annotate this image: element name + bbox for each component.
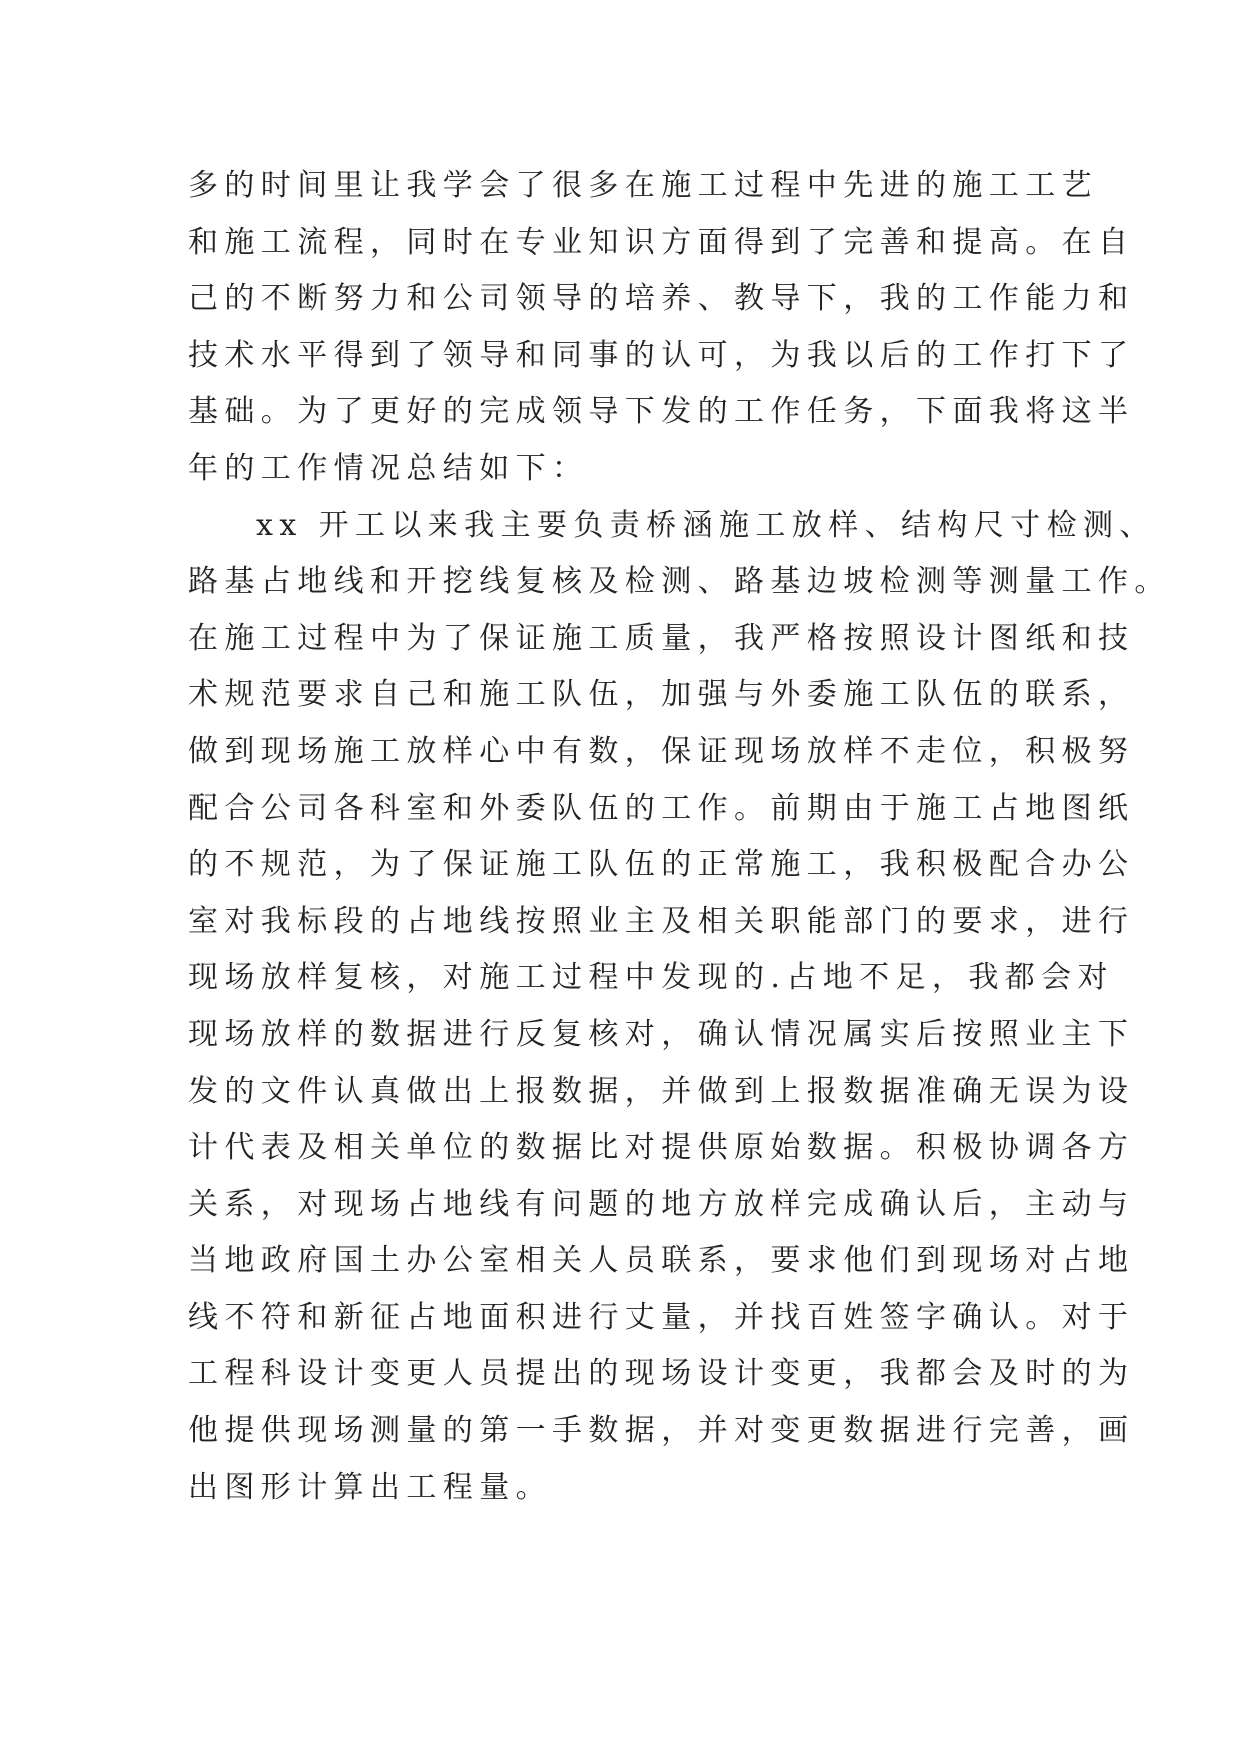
text-line: 线不符和新征占地面积进行丈量，并找百姓签字确认。对于 — [188, 1299, 1135, 1335]
text-line: 计代表及相关单位的数据比对提供原始数据。积极协调各方 — [188, 1130, 1135, 1166]
text-line: 多的时间里让我学会了很多在施工过程中先进的施工工艺 — [188, 168, 1098, 203]
text-line: 在施工过程中为了保证施工质量，我严格按照设计图纸和技 — [188, 620, 1135, 656]
text-line: 发的文件认真做出上报数据，并做到上报数据准确无误为设 — [188, 1073, 1135, 1109]
text-line: 的不规范，为了保证施工队伍的正常施工，我积极配合办公 — [188, 847, 1135, 883]
text-line: 己的不断努力和公司领导的培养、教导下，我的工作能力和 — [188, 281, 1135, 317]
paragraph-first-line: xx 开工以来我主要负责桥涵施工放样、结构尺寸检测、 — [256, 507, 1156, 543]
text-line: 现场放样复核，对施工过程中发现的.占地不足，我都会对 — [188, 960, 1114, 996]
text-line: 出图形计算出工程量。 — [188, 1469, 552, 1505]
text-line: 做到现场施工放样心中有数，保证现场放样不走位，积极努 — [188, 733, 1135, 769]
text-line: 术规范要求自己和施工队伍，加强与外委施工队伍的联系， — [188, 677, 1135, 713]
text-line: 配合公司各科室和外委队伍的工作。前期由于施工占地图纸 — [188, 790, 1135, 826]
text-line: 当地政府国土办公室相关人员联系，要求他们到现场对占地 — [188, 1243, 1135, 1279]
text-line: 和施工流程，同时在专业知识方面得到了完善和提高。在自 — [188, 224, 1135, 260]
text-line: 他提供现场测量的第一手数据，并对变更数据进行完善，画 — [188, 1413, 1135, 1449]
text-line: 路基占地线和开挖线复核及检测、路基边坡检测等测量工作。 — [188, 564, 1171, 600]
text-line: 年的工作情况总结如下： — [188, 450, 589, 486]
text-line: 基础。为了更好的完成领导下发的工作任务，下面我将这半 — [188, 394, 1135, 430]
text-line: 室对我标段的占地线按照业主及相关职能部门的要求，进行 — [188, 903, 1135, 939]
text-line: 现场放样的数据进行反复核对，确认情况属实后按照业主下 — [188, 1016, 1135, 1052]
text-line: 技术水平得到了领导和同事的认可，为我以后的工作打下了 — [188, 337, 1135, 373]
body-text — [188, 158, 1171, 1516]
text-line: 关系，对现场占地线有问题的地方放样完成确认后，主动与 — [188, 1186, 1135, 1222]
text-line: 工程科设计变更人员提出的现场设计变更，我都会及时的为 — [188, 1356, 1135, 1392]
